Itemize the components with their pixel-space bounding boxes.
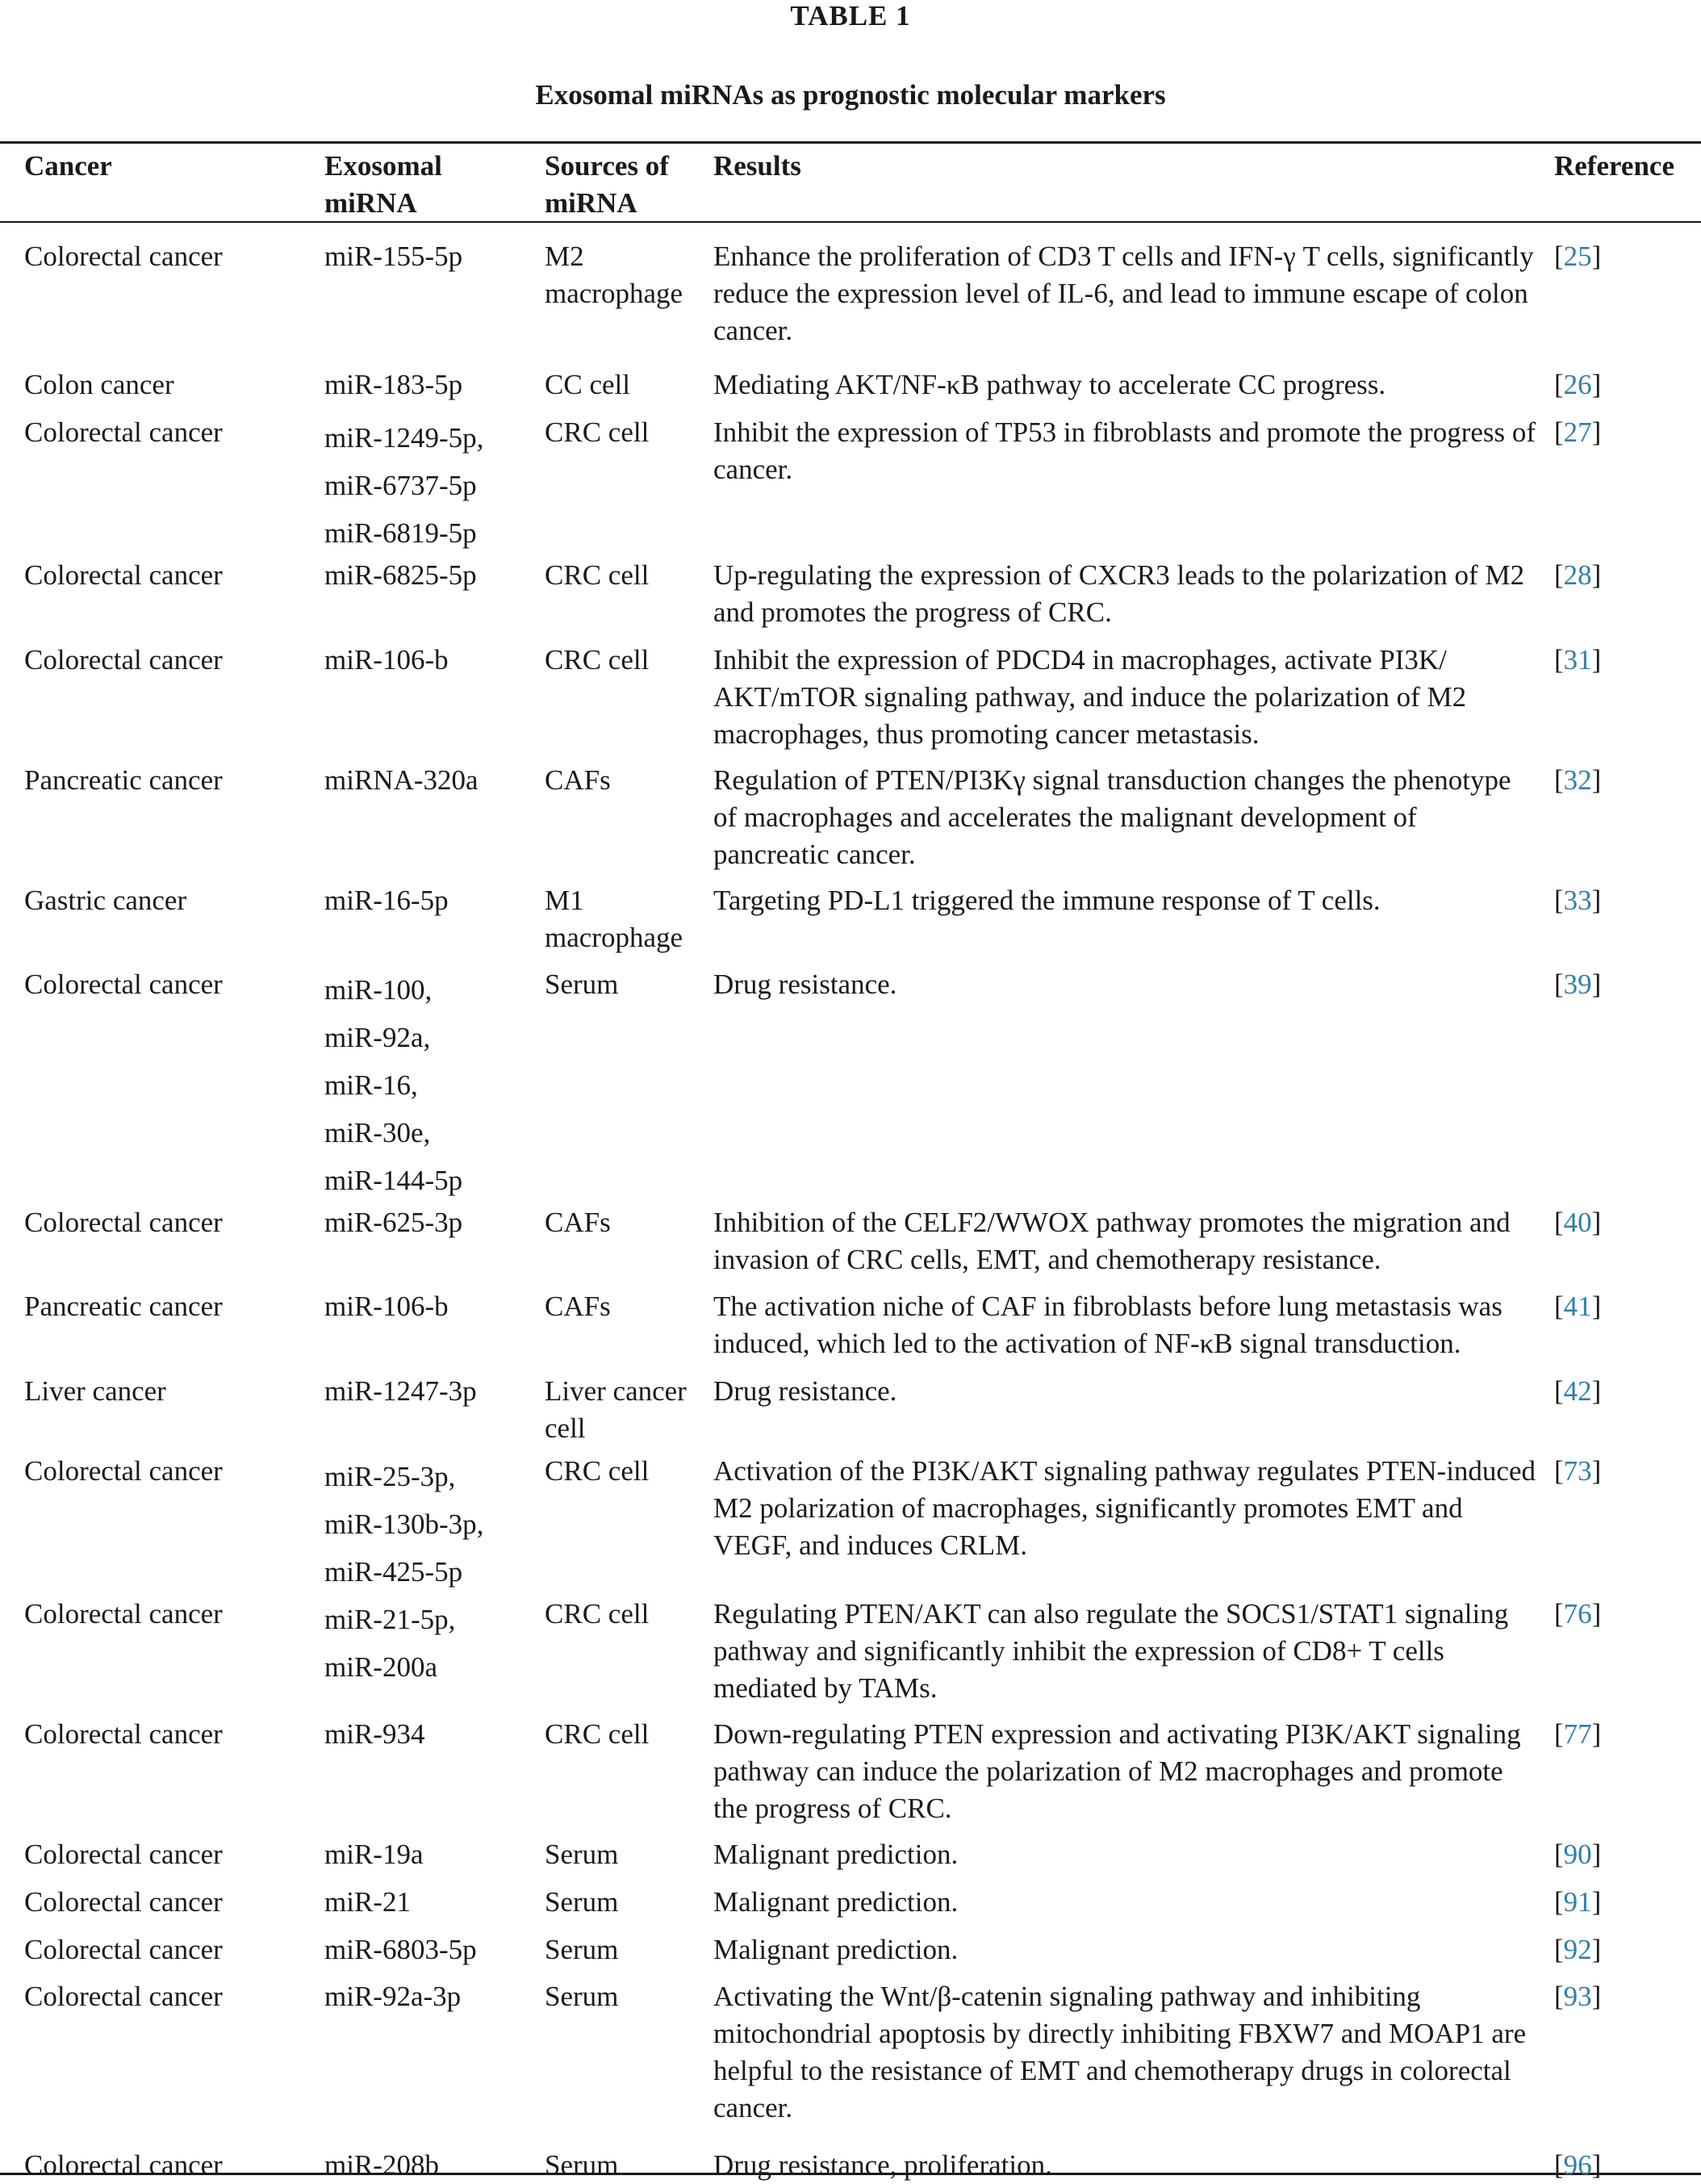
reference-link[interactable]: 93 bbox=[1563, 1981, 1592, 2012]
cell-reference: [28] bbox=[1554, 559, 1602, 591]
cell-reference: [96] bbox=[1554, 2149, 1602, 2181]
cell-source: Serum bbox=[545, 1839, 619, 1870]
cell-results: Inhibit the expression of TP53 in fibroblasts and promote the progress of cancer. bbox=[713, 416, 1536, 485]
table-header-row bbox=[0, 143, 1701, 238]
mirna-name: miR-6825-5p bbox=[324, 559, 477, 591]
reference-link[interactable]: 92 bbox=[1563, 1934, 1592, 1965]
table-row bbox=[0, 1978, 1701, 2147]
table-row bbox=[0, 557, 1701, 642]
mirna-name: miR-625-3p bbox=[324, 1207, 463, 1238]
cell-results: Down-regulating PTEN expression and activating PI3K/AKT signaling pathway can induce the polarization of M2 macrophages and promote the progress of CRC. bbox=[713, 1718, 1521, 1824]
cell-exosomal-mirna bbox=[324, 1288, 545, 1373]
table-row bbox=[0, 1596, 1701, 1716]
cell-source: Serum bbox=[545, 1981, 619, 2012]
cell-reference: [25] bbox=[1554, 241, 1602, 272]
cell-cancer: Pancreatic cancer bbox=[24, 764, 223, 796]
cell-exosomal-mirna bbox=[324, 966, 545, 1204]
cell-results: Mediating AKT/NF-κB pathway to accelerate CC progress. bbox=[713, 369, 1386, 400]
cell-exosomal-mirna bbox=[324, 238, 545, 366]
cell-results: Targeting PD-L1 triggered the immune response of T cells. bbox=[713, 885, 1381, 916]
mirna-name: miR-100, bbox=[324, 974, 433, 1006]
mirna-name: miR-6819-5p bbox=[324, 517, 477, 549]
table-row bbox=[0, 366, 1701, 414]
reference-link[interactable]: 31 bbox=[1563, 644, 1592, 676]
cell-results: Drug resistance. bbox=[713, 1375, 897, 1407]
cell-cancer: Colorectal cancer bbox=[24, 969, 223, 1000]
mirna-name: miR-19a bbox=[324, 1839, 424, 1870]
reference-link[interactable]: 32 bbox=[1563, 764, 1592, 796]
cell-exosomal-mirna bbox=[324, 1836, 545, 1884]
mirna-name: miR-106-b bbox=[324, 1291, 449, 1322]
table-row bbox=[0, 882, 1701, 966]
header-reference: Reference bbox=[1554, 150, 1674, 182]
reference-link[interactable]: 90 bbox=[1563, 1839, 1592, 1870]
cell-exosomal-mirna bbox=[324, 366, 545, 414]
cell-reference: [39] bbox=[1554, 969, 1602, 1000]
reference-link[interactable]: 40 bbox=[1563, 1207, 1592, 1238]
table-row bbox=[0, 238, 1701, 366]
cell-exosomal-mirna bbox=[324, 1978, 545, 2147]
mirna-name: miR-25-3p, bbox=[324, 1461, 456, 1492]
table-caption: Exosomal miRNAs as prognostic molecular markers bbox=[535, 79, 1166, 111]
cell-cancer: Colorectal cancer bbox=[24, 1981, 223, 2012]
cell-exosomal-mirna bbox=[324, 762, 545, 882]
cell-reference: [40] bbox=[1554, 1207, 1602, 1238]
table-row bbox=[0, 642, 1701, 762]
cell-results: Up-regulating the expression of CXCR3 leads to the polarization of M2 and promotes the progress of CRC. bbox=[713, 559, 1525, 628]
cell-reference: [42] bbox=[1554, 1375, 1602, 1407]
cell-cancer: Colorectal cancer bbox=[24, 644, 223, 676]
mirna-name: miR-6737-5p bbox=[324, 470, 477, 501]
header-results: Results bbox=[713, 150, 801, 182]
mirna-name: miR-1249-5p, bbox=[324, 422, 484, 454]
mirna-name: miR-183-5p bbox=[324, 369, 463, 400]
mirna-name: miR-30e, bbox=[324, 1117, 431, 1148]
reference-link[interactable]: 76 bbox=[1563, 1598, 1592, 1630]
cell-reference: [73] bbox=[1554, 1455, 1602, 1487]
mirna-name: miR-200a bbox=[324, 1651, 437, 1683]
reference-link[interactable]: 42 bbox=[1563, 1375, 1592, 1407]
mirna-name: miR-106-b bbox=[324, 644, 449, 676]
cell-reference: [32] bbox=[1554, 764, 1602, 796]
cell-reference: [91] bbox=[1554, 1886, 1602, 1918]
cell-results: Drug resistance. bbox=[713, 969, 897, 1000]
cell-cancer: Gastric cancer bbox=[24, 885, 187, 916]
mirna-name: miR-21 bbox=[324, 1886, 411, 1918]
mirna-name: miR-16, bbox=[324, 1069, 418, 1101]
cell-exosomal-mirna bbox=[324, 1884, 545, 1931]
cell-cancer: Pancreatic cancer bbox=[24, 1291, 223, 1322]
table-row bbox=[0, 1453, 1701, 1596]
cell-results: Enhance the proliferation of CD3 T cells and IFN-γ T cells, significantly reduce the expression level of IL-6, and lead to immune escape of colon cancer. bbox=[713, 241, 1534, 346]
cell-source: CAFs bbox=[545, 1207, 611, 1238]
cell-exosomal-mirna bbox=[324, 557, 545, 642]
table-row bbox=[0, 1288, 1701, 1373]
cell-results: Regulating PTEN/AKT can also regulate the SOCS1/STAT1 signaling pathway and significantly inhibit the expression of CD8+ T cells mediated by TAMs. bbox=[713, 1598, 1509, 1704]
cell-reference: [41] bbox=[1554, 1291, 1602, 1322]
cell-results: Malignant prediction. bbox=[713, 1886, 959, 1918]
cell-source: CAFs bbox=[545, 1291, 611, 1322]
table-body bbox=[0, 238, 1701, 2184]
cell-cancer: Colorectal cancer bbox=[24, 1839, 223, 1870]
cell-results: Drug resistance, proliferation. bbox=[713, 2149, 1052, 2181]
cell-cancer: Colorectal cancer bbox=[24, 1598, 223, 1630]
table-row bbox=[0, 1373, 1701, 1453]
cell-source: CRC cell bbox=[545, 559, 650, 591]
table-row bbox=[0, 762, 1701, 882]
table-row bbox=[0, 2147, 1701, 2184]
mirna-name: miR-6803-5p bbox=[324, 1934, 477, 1965]
reference-link[interactable]: 27 bbox=[1563, 416, 1592, 448]
cell-exosomal-mirna bbox=[324, 1373, 545, 1453]
cell-results: Malignant prediction. bbox=[713, 1839, 959, 1870]
mirna-name: miR-130b-3p, bbox=[324, 1508, 484, 1540]
markers-table bbox=[0, 143, 1701, 2184]
cell-cancer: Colorectal cancer bbox=[24, 1886, 223, 1918]
cell-source: CRC cell bbox=[545, 1455, 650, 1487]
cell-cancer: Colorectal cancer bbox=[24, 1455, 223, 1487]
cell-cancer: Liver cancer bbox=[24, 1375, 166, 1407]
reference-link[interactable]: 91 bbox=[1563, 1886, 1592, 1918]
reference-link[interactable]: 77 bbox=[1563, 1718, 1592, 1750]
cell-source: Serum bbox=[545, 1886, 619, 1918]
cell-exosomal-mirna bbox=[324, 1596, 545, 1716]
reference-link[interactable]: 28 bbox=[1563, 559, 1592, 591]
mirna-name: miR-208b bbox=[324, 2149, 439, 2181]
mirna-name: miR-425-5p bbox=[324, 1556, 463, 1588]
cell-source: CAFs bbox=[545, 764, 611, 796]
reference-link[interactable]: 41 bbox=[1563, 1291, 1592, 1322]
cell-source: CRC cell bbox=[545, 416, 650, 448]
cell-source: CRC cell bbox=[545, 644, 650, 676]
reference-link[interactable]: 25 bbox=[1563, 241, 1592, 272]
cell-cancer: Colorectal cancer bbox=[24, 2149, 223, 2181]
cell-reference: [31] bbox=[1554, 644, 1602, 676]
cell-reference: [33] bbox=[1554, 885, 1602, 916]
cell-exosomal-mirna bbox=[324, 1716, 545, 1836]
cell-source: Liver cancer cell bbox=[545, 1375, 687, 1444]
mirna-name: miR-16-5p bbox=[324, 885, 449, 916]
mirna-name: miR-1247-3p bbox=[324, 1375, 477, 1407]
cell-results: Regulation of PTEN/PI3Kγ signal transduction changes the phenotype of macrophages and accelerates the malignant development of pancreatic cancer. bbox=[713, 764, 1511, 870]
cell-source: CRC cell bbox=[545, 1718, 650, 1750]
reference-link[interactable]: 73 bbox=[1563, 1455, 1592, 1487]
mirna-name: miR-92a-3p bbox=[324, 1981, 462, 2012]
cell-results: Inhibit the expression of PDCD4 in macrophages, activate PI3K/ AKT/mTOR signaling pathway, and induce the polarization of M2 macrophages, thus promoting cancer metastasis. bbox=[713, 644, 1467, 750]
cell-source: M1 macrophage bbox=[545, 885, 683, 953]
cell-reference: [77] bbox=[1554, 1718, 1602, 1750]
cell-cancer: Colorectal cancer bbox=[24, 1934, 223, 1965]
table-row bbox=[0, 966, 1701, 1204]
cell-results: Activating the Wnt/β-catenin signaling pathway and inhibiting mitochondrial apoptosis by directly inhibiting FBXW7 and MOAP1 are helpful to the resistance of EMT and chemotherapy drugs in colorectal cancer. bbox=[713, 1981, 1527, 2123]
table-row bbox=[0, 1931, 1701, 1978]
cell-cancer: Colon cancer bbox=[24, 369, 174, 400]
header-exosomal-mirna: Exosomal miRNA bbox=[324, 150, 442, 219]
mirna-name: miR-144-5p bbox=[324, 1165, 463, 1196]
cell-source: Serum bbox=[545, 2149, 619, 2181]
reference-link[interactable]: 33 bbox=[1563, 885, 1592, 916]
reference-link[interactable]: 26 bbox=[1563, 369, 1592, 400]
cell-reference: [26] bbox=[1554, 369, 1602, 400]
table-row bbox=[0, 1716, 1701, 1836]
cell-source: CC cell bbox=[545, 369, 630, 400]
cell-exosomal-mirna bbox=[324, 2147, 545, 2184]
mirna-name: miR-155-5p bbox=[324, 241, 463, 272]
reference-link[interactable]: 96 bbox=[1563, 2149, 1592, 2181]
cell-source: CRC cell bbox=[545, 1598, 650, 1630]
table-label: TABLE 1 bbox=[790, 0, 911, 31]
cell-reference: [93] bbox=[1554, 1981, 1602, 2012]
cell-exosomal-mirna bbox=[324, 414, 545, 557]
table-row bbox=[0, 1204, 1701, 1288]
cell-exosomal-mirna bbox=[324, 1453, 545, 1596]
mirna-name: miR-92a, bbox=[324, 1022, 431, 1053]
cell-cancer: Colorectal cancer bbox=[24, 1207, 223, 1238]
table-row bbox=[0, 1836, 1701, 1884]
mirna-name: miRNA-320a bbox=[324, 764, 479, 796]
cell-reference: [76] bbox=[1554, 1598, 1602, 1630]
cell-results: Inhibition of the CELF2/WWOX pathway promotes the migration and invasion of CRC cells, EMT, and chemotherapy resistance. bbox=[713, 1207, 1511, 1275]
cell-exosomal-mirna bbox=[324, 1204, 545, 1288]
cell-results: The activation niche of CAF in fibroblasts before lung metastasis was induced, which led to the activation of NF-κB signal transduction. bbox=[713, 1291, 1502, 1359]
cell-reference: [90] bbox=[1554, 1839, 1602, 1870]
cell-source: Serum bbox=[545, 1934, 619, 1965]
table-row bbox=[0, 414, 1701, 557]
cell-reference: [27] bbox=[1554, 416, 1602, 448]
cell-cancer: Colorectal cancer bbox=[24, 1718, 223, 1750]
cell-cancer: Colorectal cancer bbox=[24, 559, 223, 591]
cell-source: M2 macrophage bbox=[545, 241, 683, 309]
reference-link[interactable]: 39 bbox=[1563, 969, 1592, 1000]
mirna-name: miR-934 bbox=[324, 1718, 425, 1750]
cell-exosomal-mirna bbox=[324, 882, 545, 966]
cell-reference: [92] bbox=[1554, 1934, 1602, 1965]
table-row bbox=[0, 1884, 1701, 1931]
cell-results: Malignant prediction. bbox=[713, 1934, 959, 1965]
cell-results: Activation of the PI3K/AKT signaling pathway regulates PTEN-induced M2 polarization of macrophages, significantly promotes EMT and VEGF, and induces CRLM. bbox=[713, 1455, 1536, 1561]
cell-cancer: Colorectal cancer bbox=[24, 241, 223, 272]
cell-exosomal-mirna bbox=[324, 642, 545, 762]
cell-exosomal-mirna bbox=[324, 1931, 545, 1978]
header-sources-of-mirna: Sources of miRNA bbox=[545, 150, 669, 219]
cell-cancer: Colorectal cancer bbox=[24, 416, 223, 448]
mirna-name: miR-21-5p, bbox=[324, 1604, 456, 1635]
header-cancer: Cancer bbox=[24, 150, 112, 182]
cell-source: Serum bbox=[545, 969, 619, 1000]
